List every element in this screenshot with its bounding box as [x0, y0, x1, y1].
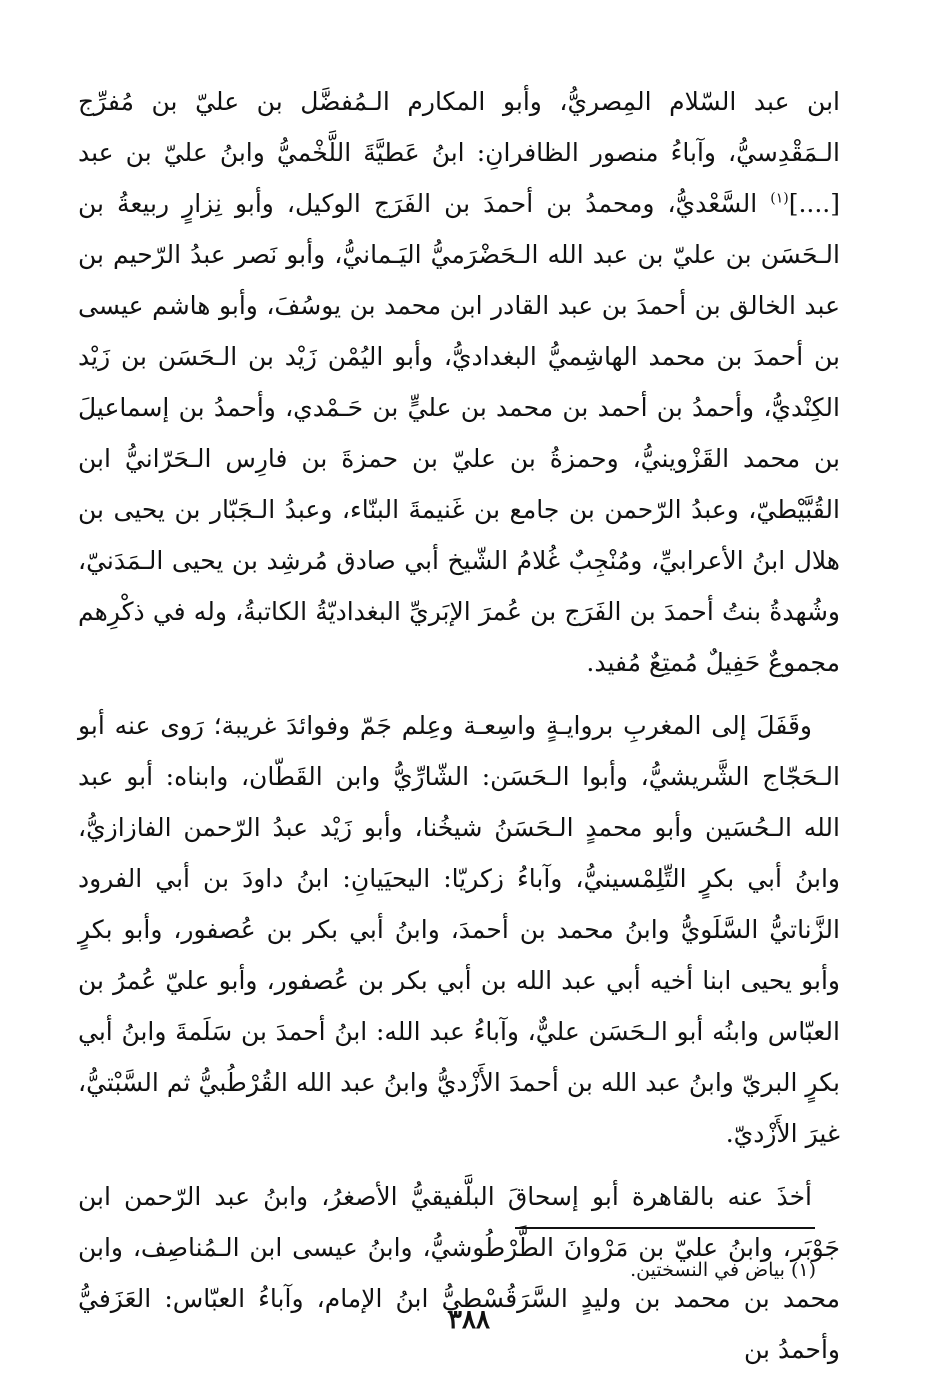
paragraph-1 [78, 76, 840, 688]
footnote: (١) بياض في النسختين. [630, 1259, 816, 1281]
footnote-divider [515, 1227, 815, 1229]
paragraph-1-text-b: السَّعْديُّ، ومحمدُ بن أحمدَ بن الفَرَج الوكيل، وأبو نِزارٍ ربيعةُ بن الـحَسَن بن عليّ بن عبد الله الـحَضْرَميُّ اليَـمانيُّ، وأبو نَصر عبدُ الرّحيم بن عبد الخالق بن أحمدَ بن عبد القادر ابن محمد بن يوسُفَ، وأبو هاشم عيسى بن أحمدَ بن محمد الهاشِميُّ البغداديُّ، وأبو اليُمْن زَيْد بن الـحَسَن بن زَيْد الكِنْديُّ، وأحمدُ بن أحمد بن محمد بن عليٍّ بن حَـمْدي، وأحمدُ بن إسماعيلَ بن محمد القَزْوينيُّ، وحمزةُ بن عليّ بن حمزةَ بن فارِس الـحَرّانيُّ ابن القُبَّيْطيّ، وعبدُ الرّحمن بن جامع بن غَنيمةَ البنّاء، وعبدُ الـجَبّار بن يحيى بن هلال ابنُ الأعرابيِّ، ومُنْجِبٌ غُلامُ الشّيخ أبي صادق مُرشِد بن يحيى الـمَدَنيّ، وشُهدةُ بنتُ أحمدَ بن الفَرَج بن عُمرَ الإبَريِّ البغداديّةُ الكاتبةُ، وله في ذكْرِهم مجموعٌ حَفِيلٌ مُمتِعٌ مُفيد. [78, 189, 840, 677]
paragraph-3: أخذَ عنه بالقاهرة أبو إسحاقَ البلَّفيقيُّ الأصغرُ، وابنُ عبد الرّحمن ابن جَوْبَر، وابنُ عليّ بن مَرْوانَ الطَّرْطُوشيُّ، وابنُ عيسى ابن الـمُناصِف، وابن محمد بن محمد بن وليدٍ السَّرَقُسْطيُّ ابنُ الإمام، وآباءُ العبّاس: العَزَفيُّ وأحمدُ بن [78, 1182, 840, 1364]
footnote-reference: (١) [770, 190, 789, 207]
paragraph-1-text-a: ابن عبد السّلام المِصريُّ، وأبو المكارم الـمُفضَّل بن عليّ بن مُفرِّج الـمَقْدِسيُّ، وآباءُ منصور الظافرانِ: ابنُ عَطيَّةَ اللَّخْميُّ وابنُ عليّ بن عبد [....] [78, 87, 840, 218]
page-number: ٣٨٨ [448, 1305, 490, 1335]
main-text [78, 76, 840, 1387]
paragraph-2: وقَفَلَ إلى المغربِ بروايـةٍ واسِعـة وعِلم جَمّ وفوائدَ غريبة؛ رَوى عنه أبو الـحَجّاج الشَّريشيُّ، وأبوا الـحَسَن: الشّارِّيُّ وابن القَطّان، وابناه: أبو عبد الله الـحُسَين وأبو محمدٍ الـحَسَنُ شيخُنا، وأبو زَيْد عبدُ الرّحمن الفازازيُّ، وابنُ أبي بكرٍ التِّلِمْسينيُّ، وآباءُ زكريّا: اليحيَيانِ: ابنُ داودَ بن أبي الفرود الزَّناتيُّ السَّلَويُّ وابنُ محمد بن أحمدَ، وابنُ أبي بكر بن عُصفور، وأبو بكرٍ وأبو يحيى ابنا أخيه أبي عبد الله بن أبي بكر بن عُصفور، وأبو عليّ عُمرُ بن العبّاس وابنُه أبو الـحَسَن عليٌّ، وآباءُ عبد الله: ابنُ أحمدَ بن سَلَمةَ وابنُ أبي بكرٍ البريّ وابنُ عبد الله بن أحمدَ الأَزْديُّ وابنُ عبد الله القُرْطُبيُّ ثم السَّبْتيُّ، غيرَ الأَزْديّ. [78, 711, 841, 1148]
